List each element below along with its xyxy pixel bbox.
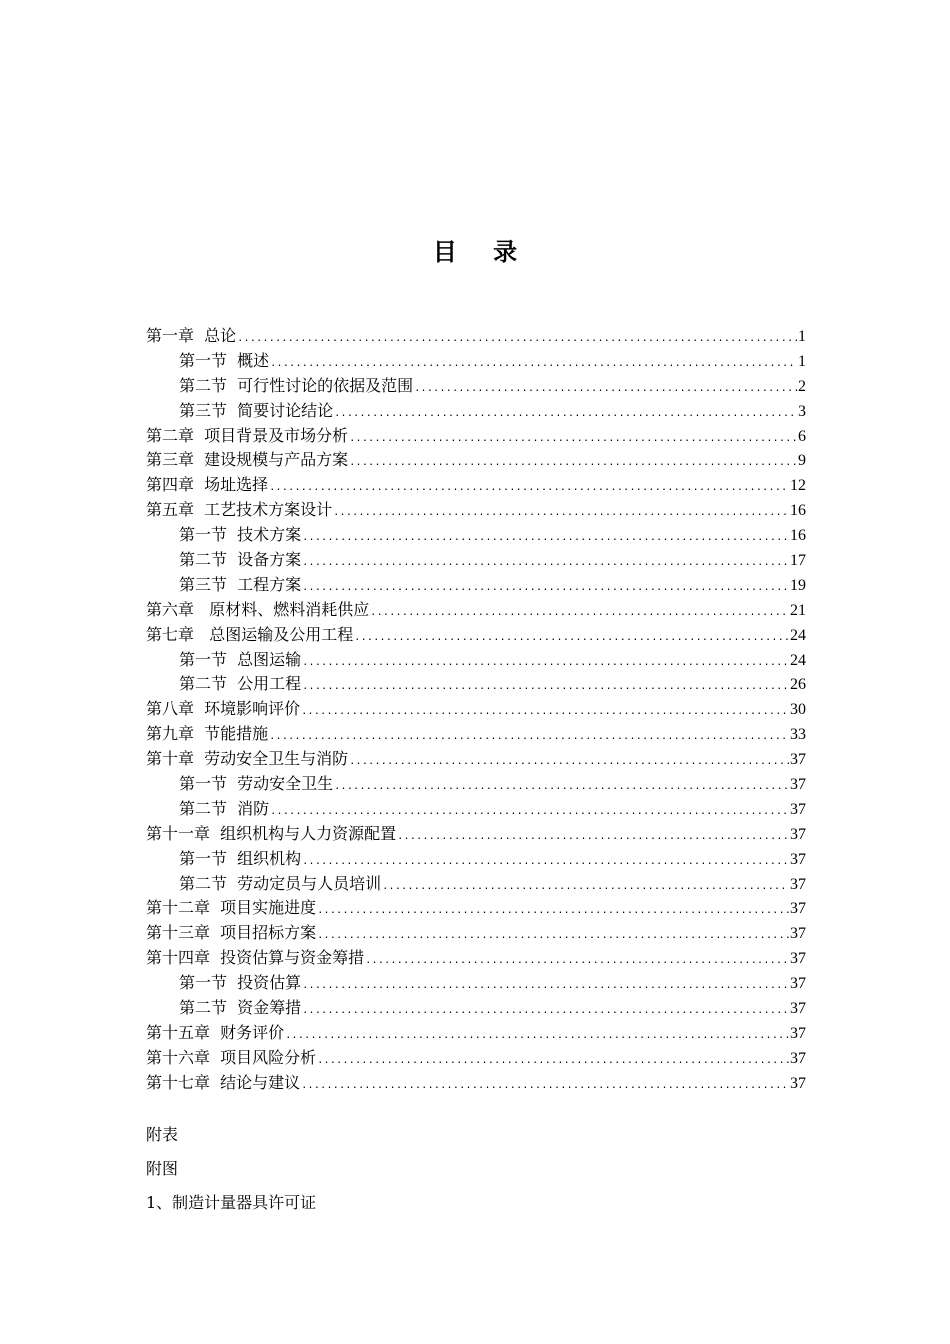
toc-entry-label: 第一节 总图运输 [179, 649, 302, 669]
toc-chapter-entry[interactable] [146, 448, 806, 473]
toc-entry-page-number: 16 [790, 502, 806, 520]
toc-entry-label: 第一节 投资估算 [179, 973, 302, 993]
toc-section-entry[interactable] [146, 847, 806, 872]
toc-chapter-entry[interactable] [146, 921, 806, 946]
toc-dot-leader [334, 402, 797, 427]
toc-entry-page-number: 37 [790, 850, 806, 868]
toc-entry-page-number: 1 [798, 352, 806, 370]
toc-dot-leader [349, 427, 797, 452]
toc-section-entry[interactable] [146, 349, 806, 374]
toc-chapter-entry[interactable] [146, 896, 806, 921]
toc-entry-label: 第一节 技术方案 [179, 525, 302, 545]
toc-entry-label: 第十一章 组织机构与人力资源配置 [146, 823, 397, 843]
toc-chapter-entry[interactable] [146, 623, 806, 648]
toc-dot-leader [354, 626, 789, 651]
toc-entry-label: 第十五章 财务评价 [146, 1022, 285, 1042]
toc-dot-leader [397, 825, 789, 850]
toc-chapter-entry[interactable] [146, 822, 806, 847]
toc-dot-leader [317, 899, 789, 924]
toc-dot-leader [302, 526, 789, 551]
toc-entry-page-number: 37 [790, 825, 806, 843]
toc-entry-page-number: 6 [798, 427, 806, 445]
toc-entry-label: 第一章 总论 [146, 326, 237, 345]
toc-entry-label: 第十六章 项目风险分析 [146, 1047, 317, 1067]
toc-section-entry[interactable] [146, 374, 806, 399]
toc-entry-label: 第十四章 投资估算与资金筹措 [146, 948, 365, 968]
toc-entry-page-number: 1 [798, 328, 806, 345]
appendix-item-1: 1、制造计量器具许可证 [146, 1193, 317, 1212]
toc-entry-page-number: 37 [790, 1024, 806, 1042]
toc-entry-label: 第三节 工程方案 [179, 574, 302, 594]
toc-entry-page-number: 33 [790, 726, 806, 744]
toc-entry-label: 第二节 可行性讨论的依据及范围 [179, 375, 414, 395]
toc-entry-label: 第七章 总图运输及公用工程 [146, 624, 354, 644]
toc-entry-page-number: 2 [798, 377, 806, 395]
toc-chapter-entry[interactable] [146, 1046, 806, 1071]
toc-entry-label: 第二节 劳动定员与人员培训 [179, 873, 382, 893]
toc-entry-label: 第十章 劳动安全卫生与消防 [146, 749, 349, 769]
toc-entry-label: 第八章 环境影响评价 [146, 699, 301, 719]
table-of-contents [146, 324, 806, 1096]
toc-entry-label: 第三章 建设规模与产品方案 [146, 450, 349, 470]
toc-entry-page-number: 37 [790, 975, 806, 993]
toc-entry-label: 第一节 概述 [179, 350, 270, 370]
toc-entry-label: 第二章 项目背景及市场分析 [146, 425, 349, 445]
toc-entry-page-number: 12 [790, 477, 806, 495]
toc-section-entry[interactable] [146, 772, 806, 797]
toc-entry-page-number: 24 [790, 626, 806, 644]
toc-entry-label: 第六章 原材料、燃料消耗供应 [146, 599, 370, 619]
toc-entry-label: 第一节 劳动安全卫生 [179, 774, 334, 794]
toc-chapter-entry[interactable] [146, 722, 806, 747]
toc-section-entry[interactable] [146, 399, 806, 424]
toc-entry-page-number: 37 [790, 925, 806, 943]
appendix-figures-label: 附图 [146, 1159, 179, 1178]
toc-entry-page-number: 16 [790, 527, 806, 545]
toc-entry-label: 第二节 公用工程 [179, 674, 302, 694]
toc-chapter-entry[interactable] [146, 498, 806, 523]
toc-entry-label: 第一节 组织机构 [179, 848, 302, 868]
toc-dot-leader [333, 501, 789, 526]
toc-entry-label: 第二节 消防 [179, 798, 270, 818]
toc-entry-label: 第二节 设备方案 [179, 550, 302, 570]
toc-entry-page-number: 9 [798, 452, 806, 470]
toc-dot-leader [301, 1074, 789, 1099]
toc-entry-label: 第十七章 结论与建议 [146, 1072, 301, 1092]
toc-entry-page-number: 26 [790, 676, 806, 694]
toc-entry-page-number: 17 [790, 552, 806, 570]
toc-dot-leader [269, 476, 789, 501]
toc-entry-page-number: 37 [790, 751, 806, 769]
toc-entry-label: 第十三章 项目招标方案 [146, 923, 317, 943]
toc-dot-leader [285, 1024, 789, 1049]
toc-dot-leader [302, 999, 789, 1024]
toc-entry-page-number: 37 [790, 776, 806, 794]
toc-chapter-entry[interactable] [146, 1021, 806, 1046]
toc-chapter-entry[interactable] [146, 473, 806, 498]
toc-entry-page-number: 37 [790, 1074, 806, 1092]
toc-entry-page-number: 37 [790, 800, 806, 818]
toc-entry-page-number: 37 [790, 900, 806, 918]
toc-dot-leader [302, 551, 789, 576]
toc-dot-leader [349, 451, 797, 476]
toc-dot-leader [237, 327, 797, 352]
toc-section-entry[interactable] [146, 872, 806, 897]
page-title: 目 录 [432, 238, 532, 266]
toc-entry-label: 第十二章 项目实施进度 [146, 898, 317, 918]
toc-dot-leader [317, 1049, 789, 1074]
toc-entry-page-number: 37 [790, 1000, 806, 1018]
toc-entry-page-number: 3 [798, 402, 806, 420]
toc-entry-page-number: 24 [790, 651, 806, 669]
toc-dot-leader [302, 974, 789, 999]
toc-dot-leader [301, 700, 789, 725]
toc-section-entry[interactable] [146, 523, 806, 548]
toc-dot-leader [302, 576, 789, 601]
toc-section-entry[interactable] [146, 971, 806, 996]
toc-entry-page-number: 30 [790, 701, 806, 719]
toc-section-entry[interactable] [146, 548, 806, 573]
toc-entry-page-number: 37 [790, 950, 806, 968]
appendix-tables-label: 附表 [146, 1125, 179, 1144]
toc-chapter-entry[interactable] [146, 324, 806, 349]
toc-chapter-entry[interactable] [146, 424, 806, 449]
toc-dot-leader [370, 601, 789, 626]
toc-section-entry[interactable] [146, 797, 806, 822]
toc-entry-label: 第三节 简要讨论结论 [179, 400, 334, 420]
toc-chapter-entry[interactable] [146, 747, 806, 772]
toc-entry-page-number: 37 [790, 1049, 806, 1067]
toc-entry-page-number: 21 [790, 601, 806, 619]
toc-dot-leader [302, 651, 789, 676]
toc-chapter-entry[interactable] [146, 697, 806, 722]
toc-section-entry[interactable] [146, 996, 806, 1021]
toc-section-entry[interactable] [146, 672, 806, 697]
toc-dot-leader [382, 875, 789, 900]
toc-chapter-entry[interactable] [146, 1071, 806, 1096]
toc-entry-label: 第四章 场址选择 [146, 475, 269, 495]
toc-chapter-entry[interactable] [146, 946, 806, 971]
toc-entry-label: 第九章 节能措施 [146, 724, 269, 744]
toc-dot-leader [414, 377, 797, 402]
toc-section-entry[interactable] [146, 648, 806, 673]
toc-dot-leader [317, 924, 789, 949]
toc-entry-page-number: 19 [790, 576, 806, 594]
toc-entry-page-number: 37 [790, 875, 806, 893]
toc-chapter-entry[interactable] [146, 598, 806, 623]
toc-dot-leader [365, 949, 789, 974]
toc-dot-leader [334, 775, 789, 800]
toc-dot-leader [302, 675, 789, 700]
toc-entry-label: 第二节 资金筹措 [179, 998, 302, 1018]
toc-section-entry[interactable] [146, 573, 806, 598]
toc-entry-label: 第五章 工艺技术方案设计 [146, 500, 333, 520]
toc-dot-leader [349, 750, 789, 775]
